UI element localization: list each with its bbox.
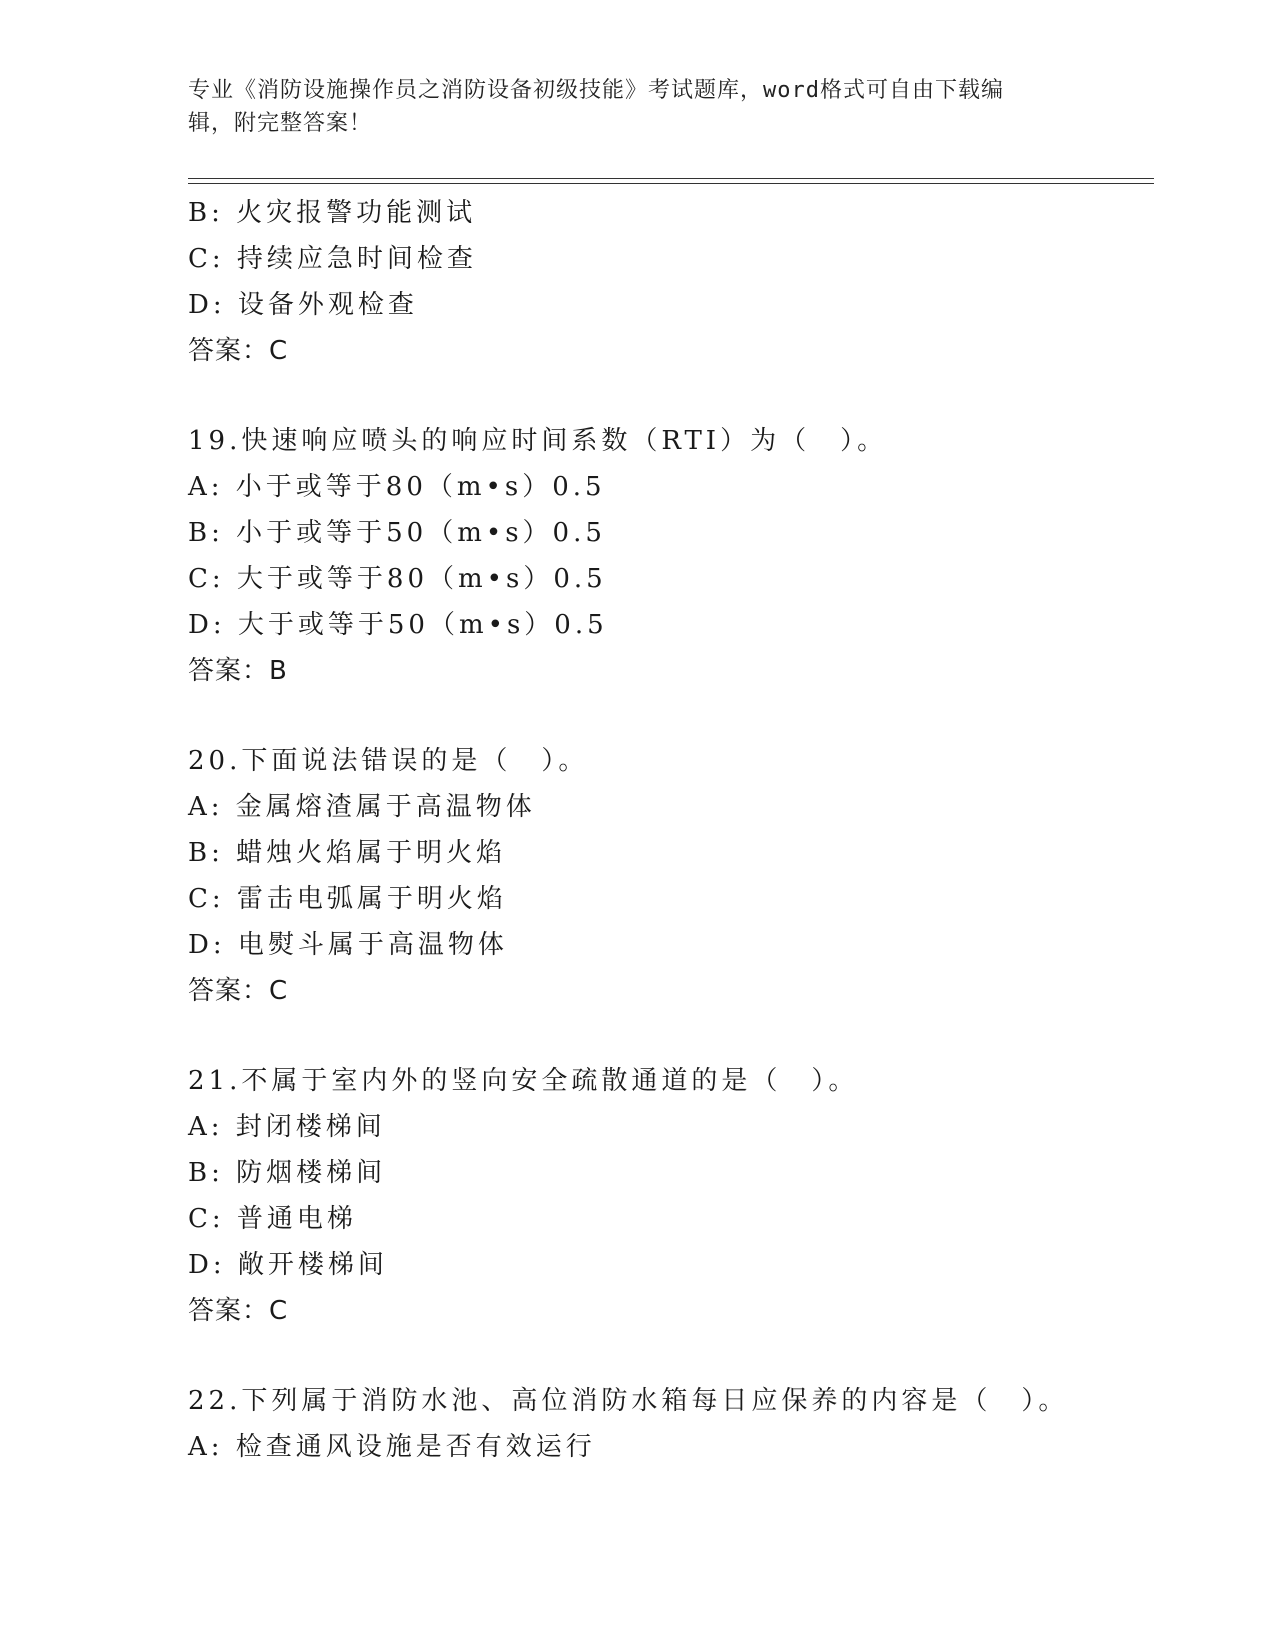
option-d: D: 大于或等于50（m•s）0.5 (188, 610, 608, 640)
option-b: B: 小于或等于50（m•s）0.5 (188, 518, 606, 548)
option-d: D: 电熨斗属于高温物体 (188, 930, 508, 960)
spacer (188, 694, 1168, 738)
option-c: C: 普通电梯 (188, 1204, 357, 1234)
option-a: A: 封闭楼梯间 (188, 1112, 386, 1142)
answer: 答案：C (188, 336, 289, 366)
question-continued (188, 190, 1168, 374)
option-a: A: 小于或等于80（m•s）0.5 (188, 472, 606, 502)
header-line-2: 辑，附完整答案！ (188, 111, 373, 136)
question-19 (188, 418, 1168, 694)
spacer (188, 1014, 1168, 1058)
option-b: B: 火灾报警功能测试 (188, 198, 477, 228)
spacer (188, 1334, 1168, 1378)
option-c: C: 持续应急时间检查 (188, 244, 477, 274)
question-22 (188, 1378, 1168, 1470)
question-stem: 21.不属于室内外的竖向安全疏散通道的是（ ）。 (188, 1066, 859, 1096)
question-stem: 19.快速响应喷头的响应时间系数（RTI）为（ ）。 (188, 426, 888, 456)
question-20 (188, 738, 1168, 1014)
question-stem: 20.下面说法错误的是（ ）。 (188, 746, 589, 776)
option-b: B: 防烟楼梯间 (188, 1158, 387, 1188)
answer: 答案：B (188, 656, 288, 686)
answer: 答案：C (188, 1296, 289, 1326)
option-d: D: 设备外观检查 (188, 290, 418, 320)
header-divider-top (188, 178, 1154, 179)
spacer (188, 374, 1168, 418)
option-a: A: 金属熔渣属于高温物体 (188, 792, 536, 822)
header-line-1: 专业《消防设施操作员之消防设备初级技能》考试题库，word格式可自由下载编 (188, 78, 1004, 103)
question-21 (188, 1058, 1168, 1334)
option-c: C: 雷击电弧属于明火焰 (188, 884, 507, 914)
option-b: B: 蜡烛火焰属于明火焰 (188, 838, 507, 868)
option-a: A: 检查通风设施是否有效运行 (188, 1432, 596, 1462)
question-stem: 22.下列属于消防水池、高位消防水箱每日应保养的内容是（ ）。 (188, 1386, 1069, 1416)
document-header (188, 74, 1068, 140)
answer: 答案：C (188, 976, 289, 1006)
header-divider-bottom (188, 183, 1154, 184)
option-c: C: 大于或等于80（m•s）0.5 (188, 564, 607, 594)
option-d: D: 敞开楼梯间 (188, 1250, 388, 1280)
question-list (188, 190, 1168, 1470)
